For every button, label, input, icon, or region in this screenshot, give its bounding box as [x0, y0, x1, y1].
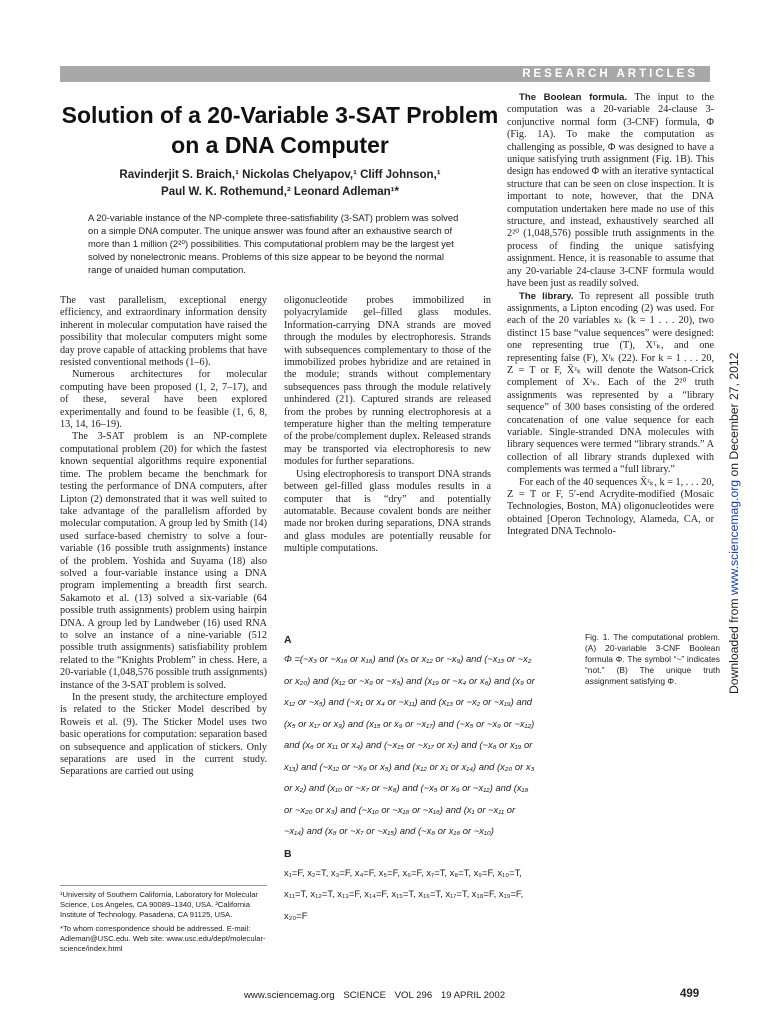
footer-volume: VOL 296 — [394, 990, 433, 1001]
formula-line: (x₅ or x₁₇ or x₉) and (x₁₅ or x₉ or ~x₁₇) and (~x₅ or ~x₉ or ~x₁₂) — [284, 717, 535, 729]
figure-caption: Fig. 1. The computational problem. (A) 20-variable 3-CNF Boolean formula Φ. The symbol “~” indicates “not.” (B) The unique truth assignment satisfying Φ. — [585, 632, 720, 686]
author-line-2: Paul W. K. Rothemund,² Leonard Adleman¹* — [161, 186, 399, 198]
formula-line: ~x₁₄) and (x₈ or ~x₇ or ~x₁₅) and (~x₈ or x₁₆ or ~x₁₀) — [284, 825, 494, 836]
paragraph: Using electrophoresis to transport DNA strands between gel-filled glass modules results in a computer that is “dry” and potentially automatable. Because covalent bonds are neither made nor broken during separations, DNA strands and glass modules are potentially reusable for multiple computations. — [284, 468, 491, 555]
formula-line: or x₂₀) and (x₁₂ or ~x₉ or ~x₅) and (x₁₉ or ~x₄ or x₆) and (x₉ or — [284, 674, 535, 686]
download-link[interactable]: www.sciencemag.org — [727, 479, 741, 596]
formula-line: or ~x₂₀ or x₃) and (~x₁₀ or ~x₁₈ or ~x₁₆) and (x₁ or ~x₁₁ or — [284, 803, 516, 815]
paragraph: Numerous architectures for molecular computing have been proposed (1, 2, 7–17), and of these, several have been explored experimentally and found to be feasible (1, 6, 8, 13, 14, 16–19). — [60, 369, 267, 431]
footer-date: 19 APRIL 2002 — [440, 990, 506, 1001]
assignment-line: x₁=F, x₂=T, x₃=F, x₄=F, x₅=F, x₆=F, x₇=T, x₈=T, x₉=F, x₁₀=T, — [284, 866, 522, 878]
body-column-2 — [284, 295, 491, 556]
download-prefix: Downloaded from — [727, 595, 741, 694]
article-title: Solution of a 20-Variable 3-SAT Problem on a DNA Computer — [61, 102, 499, 158]
footnotes — [60, 885, 267, 958]
author-list — [60, 167, 500, 201]
figure-panel-label-a: A — [284, 634, 292, 646]
figure-panel-label-b: B — [284, 847, 292, 860]
paragraph: In the present study, the architecture employed is related to the Sticker Model described by Roweis et al. (9). The Sticker Model uses two basic operations for computation: separation based on subsequence and application of stickers. Only separations are used in the current study. Separations are carried out using — [60, 692, 267, 778]
paragraph: The 3-SAT problem is an NP-complete computational problem (20) for which the fastest known sequential algorithms require exponential time. The problem became the benchmark for testing the performance of DNA computers, after Lipton (2) demonstrated that it was well suited to take advantage of the parallelism afforded by molecular computation. A group led by Smith (14) used surface-based chemistry to solve a four-variable (16 possible truth assignments) instance of the problem. Yoshida and Suyama (18) also solved a four-variable instance using a DNA program implementing a breadth first search. Sakamoto et al. (13) solved a six-variable (64 possible truth assignments) problem using hairpin DNA. A group led by Landweber (16) used RNA to solve an instance of a nine-variable (512 possible truth assignments) satisfiability problem related to the “Knights Problem” in chess. Here, a 20-variable (1,048,576 possible truth assignments) instance of the 3-SAT problem is solved. — [60, 431, 267, 691]
footer-site: www.sciencemag.org — [244, 990, 335, 1001]
download-note — [725, 353, 743, 694]
section-banner: RESEARCH ARTICLES — [60, 66, 710, 82]
correspondence-note: *To whom correspondence should be addressed. E-mail: Adleman@USC.edu. Web site: www.usc.edu/dept/molecular-science/index.html — [60, 924, 266, 953]
assignment-line: x₁₁=T, x₁₂=T, x₁₃=F, x₁₄=F, x₁₅=T, x₁₆=T, x₁₇=T, x₁₈=F, x₁₉=F, — [284, 888, 524, 899]
paragraph: The vast parallelism, exceptional energy efficiency, and extraordinary information density inherent in molecular computation have raised the possibility that molecular computers might some day prove capable of attacking problems that have resisted conventional methods (1–6). — [60, 295, 267, 369]
formula-line: x₁₃) and (~x₁₂ or ~x₉ or x₅) and (x₁₂ or x₁ or x₁₄) and (x₂₀ or x₃ — [284, 760, 535, 772]
paragraph: For each of the 40 sequences X̄ᶻₖ, k = 1, . . . 20, Z = T or F, 5′-end Acrydite-modified (Mosaic Technologies, Boston, MA) oligonucleotides were obtained [Operon Technology, Alameda, CA, or Integrated DNA Technolo- — [507, 476, 714, 538]
abstract: A 20-variable instance of the NP-complete three-satisfiability (3-SAT) problem was solved on a simple DNA computer. The unique answer was found after an exhaustive search of more than 1 million (2²⁰) possibilities. This computational problem may be the largest yet solved by nonelectronic means. Problems of this size appear to be beyond the normal range of unaided human computation. — [88, 212, 459, 275]
formula-line: Φ =(~x₃ or ~x₁₆ or x₁₈) and (x₅ or x₁₂ or ~x₉) and (~x₁₃ or ~x₂ — [284, 653, 532, 664]
paragraph-text: The input to the computation was a 20-variable 24-clause 3-conjunctive normal form (3-CNF) formula, Φ (Fig. 1A). To make the computation as challenging as possible, Φ was designed to have a unique satisfying truth assignment (Fig. 1B). This design has endowed Φ with an iterative syntactical structure that can be seen on close inspection. It is important to note, however, that the DNA computation undertaken here made no use of this structure, and instead, exhaustively searched all 2²⁰ (1,048,576) possible truth assignments in the process of finding the unique satisfying assignment. Hence, it is reasonable to assume that any 20-variable 24-clause 3-CNF formula would have been just as readily solved. — [507, 92, 714, 290]
paragraph-library — [507, 291, 714, 477]
body-column-1 — [60, 295, 267, 779]
paragraph-boolean-formula — [507, 92, 714, 291]
page-footer — [244, 990, 511, 1001]
runin-heading: The library. — [519, 290, 574, 302]
page-number: 499 — [680, 988, 700, 1000]
truth-assignment — [284, 862, 574, 927]
formula-line: or x₂) and (x₁₀ or ~x₇ or ~x₈) and (~x₅ or x₉ or ~x₁₂) and (x₁₈ — [284, 782, 529, 793]
runin-heading: The Boolean formula. — [519, 92, 627, 103]
formula-line: and (x₆ or x₁₁ or x₄) and (~x₁₅ or ~x₁₇ or x₇) and (~x₆ or x₁₉ or — [284, 739, 533, 750]
paragraph-text: To represent all possible truth assignments, a Lipton encoding (2) was used. For each of the 20 variables xₖ (k = 1 . . . 20), two distinct 15 base “value sequences” were designed: one representing true (T), Xᵀₖ, and one representing false (F), Xᶠₖ (22). For k = 1 . . . 20, Z = T or F, X̄ᶻₖ will denote the Watson-Crick complement of Xᶻₖ. Each of the 2²⁰ truth assignments was represented by a “library sequence” of 300 bases consisting of the ordered concatenation of one value sequence for each variable. Single-stranded DNA molecules with library sequences were termed “library strands.” A collection of all library strands duplexed with complements was termed a “full library.” — [507, 290, 714, 476]
paragraph: oligonucleotide probes immobilized in polyacrylamide gel–filled glass modules. Information-carrying DNA strands are moved through the modules by electrophoresis. Strands with subsequences complementary to those of the immobilized probes hybridize and are retained in the module; strands without complementary subsequences pass through the module relatively unhindered (21). Captured strands are released from the probes by running electrophoresis at a temperature higher than the melting temperature of the probe/complement duplex. Released strands may be transported via electrophoresis to new modules for further separations. — [284, 295, 491, 468]
affiliation-note: ¹University of Southern California, Laboratory for Molecular Science, Los Angeles, CA 90089–1340, USA. ²California Institute of Technology, Pasadena, CA 91125, USA. — [60, 890, 258, 919]
footer-journal: SCIENCE — [343, 990, 386, 1001]
figure-1 — [284, 632, 574, 926]
body-column-3 — [507, 92, 714, 539]
author-line-1: Ravinderjit S. Braich,¹ Nickolas Chelyapov,¹ Cliff Johnson,¹ — [119, 169, 441, 181]
download-suffix: on December 27, 2012 — [727, 352, 741, 480]
download-watermark — [723, 354, 745, 694]
assignment-line: x₂₀=F — [284, 909, 308, 921]
boolean-formula — [284, 648, 574, 842]
formula-line: x₁₂ or ~x₅) and (~x₁ or x₄ or ~x₁₁) and (x₁₃ or ~x₂ or ~x₁₉) and — [284, 696, 533, 707]
